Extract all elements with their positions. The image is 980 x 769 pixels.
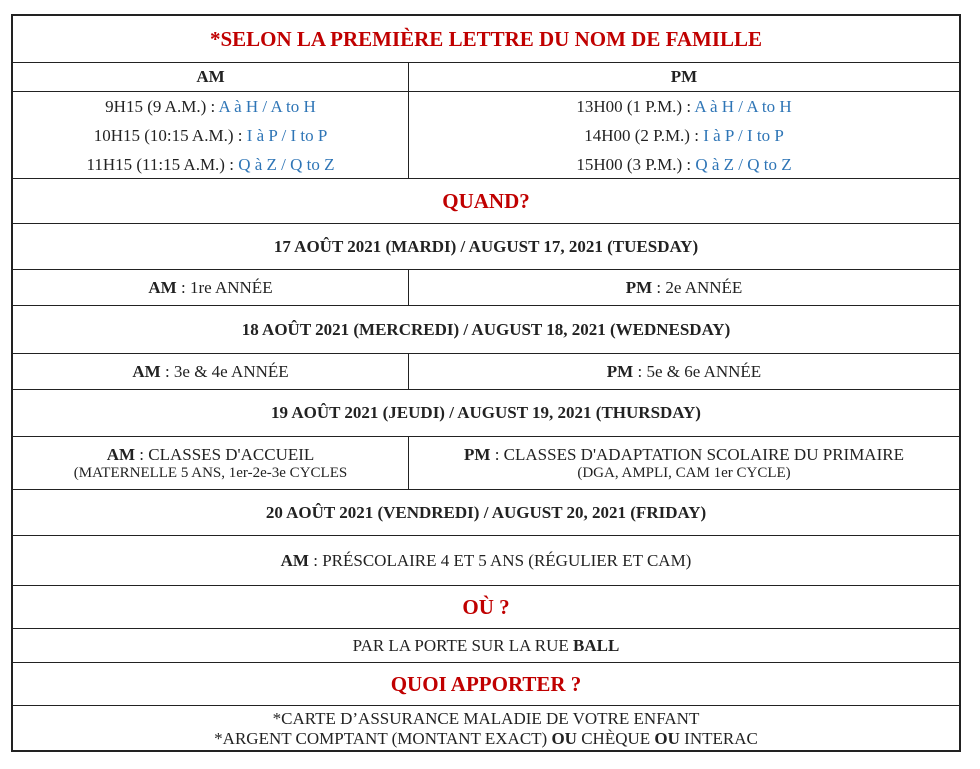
day-am: AM : 3e & 4e ANNÉE bbox=[13, 354, 409, 389]
am-slot: 9H15 (9 A.M.) : A à H / A to H bbox=[105, 96, 316, 116]
day-am-sub: (MATERNELLE 5 ANS, 1er-2e-3e CYCLES bbox=[73, 464, 348, 481]
pm-header: PM bbox=[670, 67, 698, 86]
day-pm: PM : 5e & 6e ANNÉE bbox=[606, 361, 762, 381]
day-date: 17 AOÛT 2021 (MARDI) / AUGUST 17, 2021 (TUESDAY) bbox=[273, 236, 699, 256]
day-groups-row bbox=[13, 354, 959, 390]
am-header: AM bbox=[13, 63, 409, 91]
day-groups-row bbox=[13, 270, 959, 306]
day-pm-sub: (DGA, AMPLI, CAM 1er CYCLE) bbox=[577, 464, 791, 481]
day-groups-row bbox=[13, 437, 959, 490]
am-slot: 10H15 (10:15 A.M.) : I à P / I to P bbox=[93, 125, 328, 145]
day-am: AM : CLASSES D'ACCUEIL (MATERNELLE 5 ANS, 1er-2e-3e CYCLES bbox=[13, 437, 409, 489]
header-title: *SELON LA PREMIÈRE LETTRE DU NOM DE FAMILLE bbox=[209, 26, 763, 51]
bring-item: *CARTE D’ASSURANCE MALADIE DE VOTRE ENFANT bbox=[272, 709, 700, 728]
am-slot: 11H15 (11:15 A.M.) : Q à Z / Q to Z bbox=[86, 154, 335, 174]
pm-slot: 14H00 (2 P.M.) : I à P / I to P bbox=[584, 125, 784, 145]
pm-slot: 15H00 (3 P.M.) : Q à Z / Q to Z bbox=[576, 154, 792, 174]
pm-slot: 13H00 (1 P.M.) : A à H / A to H bbox=[576, 96, 792, 116]
door-row bbox=[13, 629, 959, 663]
day-row bbox=[13, 306, 959, 354]
day-row bbox=[13, 224, 959, 270]
ou-row bbox=[13, 586, 959, 629]
timeslots-row bbox=[13, 92, 959, 179]
day-date: 19 AOÛT 2021 (JEUDI) / AUGUST 19, 2021 (THURSDAY) bbox=[271, 403, 701, 422]
day-date: 18 AOÛT 2021 (MERCREDI) / AUGUST 18, 2021 (WEDNESDAY) bbox=[241, 319, 731, 339]
ou-heading: OÙ ? bbox=[462, 594, 510, 619]
schedule-table bbox=[11, 14, 961, 752]
quoi-row bbox=[13, 663, 959, 706]
bring-list bbox=[13, 706, 959, 752]
header-row bbox=[13, 16, 959, 63]
quoi-heading: QUOI APPORTER ? bbox=[390, 671, 582, 696]
bring-item: *ARGENT COMPTANT (MONTANT EXACT) OU CHÈQUE OU INTERAC bbox=[214, 729, 758, 748]
quand-heading: QUAND? bbox=[442, 188, 530, 213]
ampm-header-row bbox=[13, 63, 959, 92]
quand-row bbox=[13, 179, 959, 224]
pm-slots bbox=[409, 92, 959, 178]
day-groups-row bbox=[13, 536, 959, 586]
day-pm: PM : CLASSES D'ADAPTATION SCOLAIRE DU PRIMAIRE (DGA, AMPLI, CAM 1er CYCLE) bbox=[464, 444, 904, 481]
door-text: PAR LA PORTE SUR LA RUE BALL bbox=[352, 635, 620, 655]
day-row bbox=[13, 390, 959, 437]
bring-row bbox=[13, 706, 959, 752]
day-pm: PM : 2e ANNÉE bbox=[625, 277, 743, 297]
day-am: AM : PRÉSCOLAIRE 4 ET 5 ANS (RÉGULIER ET CAM) bbox=[280, 550, 692, 570]
am-slots bbox=[13, 92, 409, 178]
day-date: 20 AOÛT 2021 (VENDREDI) / AUGUST 20, 2021 (FRIDAY) bbox=[265, 502, 707, 522]
day-row bbox=[13, 490, 959, 536]
day-am: AM : 1re ANNÉE bbox=[13, 270, 409, 305]
